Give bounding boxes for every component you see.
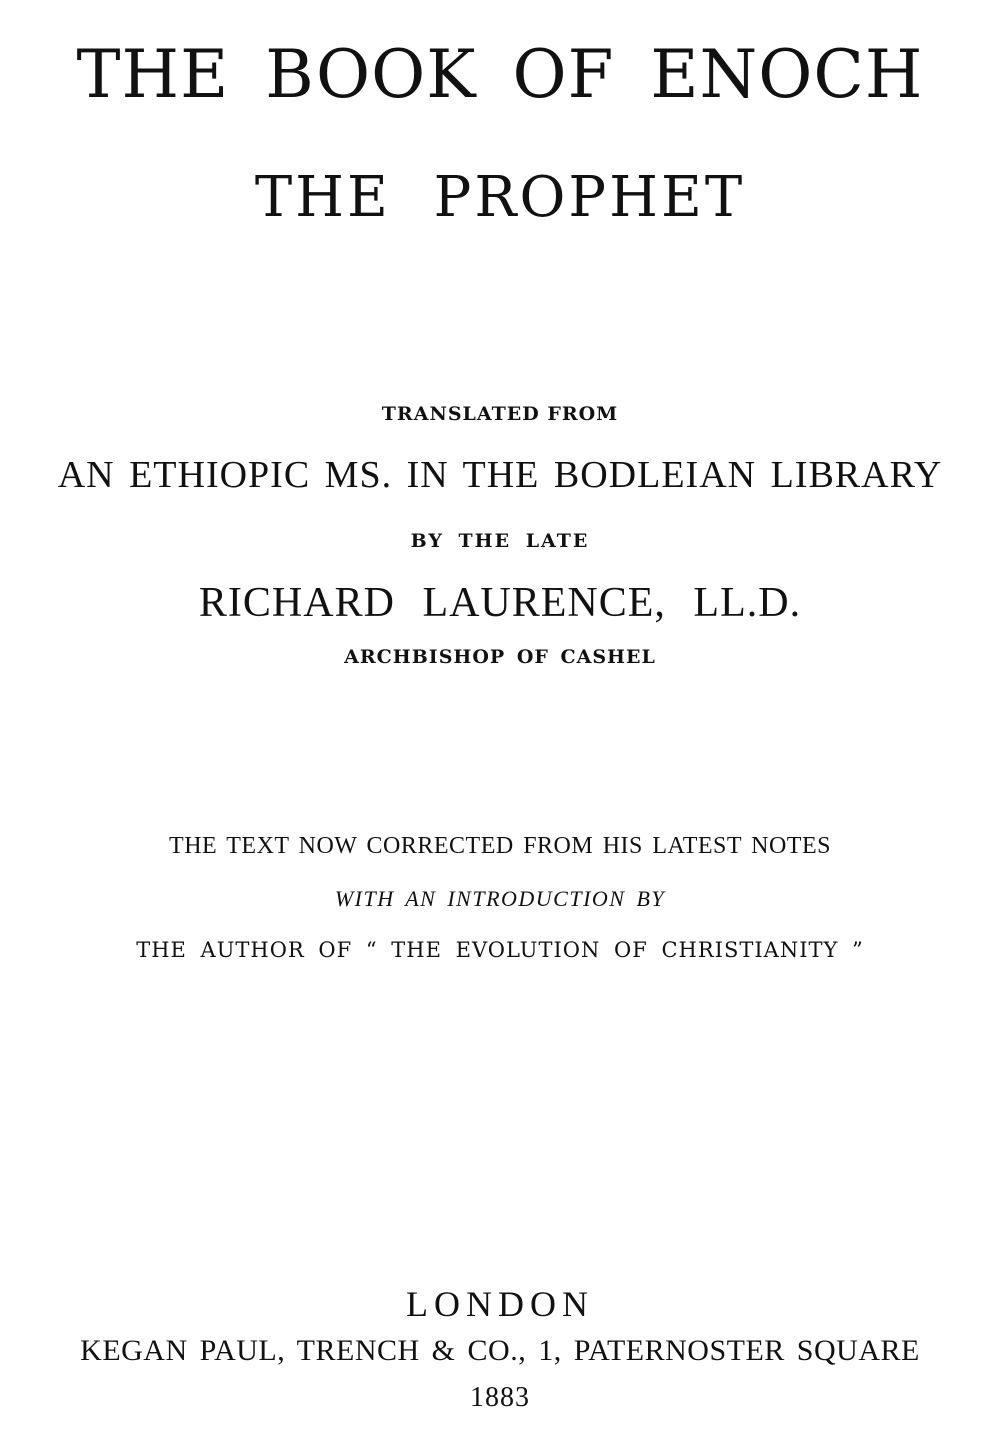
imprint-publisher: KEGAN PAUL, TRENCH & CO., 1, PATERNOSTER SQUARE bbox=[80, 1334, 920, 1367]
translated-from-label: TRANSLATED FROM bbox=[381, 403, 619, 425]
imprint-year: 1883 bbox=[470, 1382, 530, 1413]
imprint-city: LONDON bbox=[406, 1284, 594, 1324]
book-title: THE BOOK OF ENOCH bbox=[76, 36, 924, 113]
translator-title: ARCHBISHOP OF CASHEL bbox=[344, 646, 656, 668]
translator-name: RICHARD LAURENCE, LL.D. bbox=[198, 580, 802, 626]
book-subtitle: THE PROPHET bbox=[254, 165, 746, 230]
source-manuscript: AN ETHIOPIC MS. IN THE BODLEIAN LIBRARY bbox=[57, 454, 943, 496]
by-the-late-label: BY THE LATE bbox=[410, 530, 590, 552]
introduction-by-label: WITH AN INTRODUCTION BY bbox=[334, 886, 666, 911]
introduction-author: THE AUTHOR OF “ THE EVOLUTION OF CHRISTIANITY ” bbox=[136, 938, 864, 962]
text-correction-note: THE TEXT NOW CORRECTED FROM HIS LATEST NOTES bbox=[169, 833, 831, 859]
